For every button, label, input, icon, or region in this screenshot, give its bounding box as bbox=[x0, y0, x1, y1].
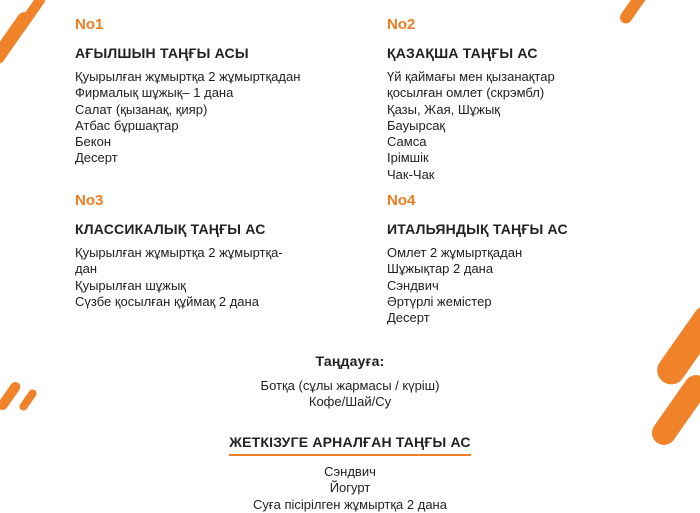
choice-item: Кофе/Шай/Су bbox=[308, 394, 392, 410]
menu-item: Шұжықтар 2 дана bbox=[387, 261, 494, 277]
menu-number: No3 bbox=[75, 192, 104, 209]
menu-item: Сүзбе қосылған құймақ 2 дана bbox=[75, 293, 259, 309]
menu-section-3 bbox=[75, 192, 375, 310]
menu-number: No1 bbox=[75, 16, 104, 33]
menu-title: АҒЫЛШЫН ТАҢҒЫ АСЫ bbox=[75, 45, 249, 61]
courier-title: ЖЕТКІЗУГЕ АРНАЛҒАН ТАҢҒЫ АС bbox=[229, 434, 471, 456]
menu-item: Қуырылған жұмыртқа 2 жұмыртқадан bbox=[75, 69, 301, 84]
menu-item: Үй қаймағы мен қызанақтар bbox=[387, 69, 555, 84]
choice-section bbox=[0, 353, 700, 411]
menu-section-4 bbox=[387, 192, 677, 326]
menu-item: Сэндвич bbox=[387, 277, 439, 293]
menu-item: Қазы, Жая, Шұжық bbox=[387, 101, 500, 117]
menu-item: қосылған омлет (скрэмбл) bbox=[387, 85, 545, 101]
courier-item: Йогурт bbox=[329, 480, 371, 496]
courier-item: Суға пісірілген жұмыртқа 2 дана bbox=[253, 496, 447, 512]
menu-section-1 bbox=[75, 16, 375, 167]
menu-item: Десерт bbox=[75, 150, 118, 166]
menu-item: Әртүрлі жемістер bbox=[387, 293, 492, 309]
courier-section bbox=[0, 434, 700, 513]
menu-item: Қуырылған шұжық bbox=[75, 277, 186, 293]
menu-item: Омлет 2 жұмыртқадан bbox=[387, 245, 523, 260]
menu-item: Салат (қызанақ, қияр) bbox=[75, 101, 208, 117]
menu-item: Десерт bbox=[387, 310, 430, 326]
menu-item: Атбас бұршақтар bbox=[75, 117, 179, 133]
menu-item: Бекон bbox=[75, 134, 112, 150]
menu-item: Фирмалық шұжық– 1 дана bbox=[75, 85, 234, 101]
menu-title: ҚАЗАҚША ТАҢҒЫ АС bbox=[387, 45, 538, 61]
courier-title-wrap bbox=[0, 434, 700, 456]
menu-item: Самса bbox=[387, 134, 427, 150]
menu-item: Ірімшік bbox=[387, 150, 429, 166]
menu-item: Бауырсақ bbox=[387, 117, 446, 133]
choice-title: Таңдауға: bbox=[315, 353, 385, 369]
menu-title: КЛАССИКАЛЫҚ ТАҢҒЫ АС bbox=[75, 221, 266, 237]
menu-number: No4 bbox=[387, 192, 416, 209]
courier-item: Сэндвич bbox=[324, 464, 376, 479]
choice-item: Ботқа (сұлы жармасы / күріш) bbox=[260, 378, 440, 393]
menu-item: Қуырылған жұмыртқа 2 жұмыртқа- bbox=[75, 245, 283, 260]
menu-item: Чак-Чак bbox=[387, 166, 435, 182]
menu-number: No2 bbox=[387, 16, 416, 33]
menu-section-2 bbox=[387, 16, 677, 183]
menu-item: дан bbox=[75, 261, 97, 277]
menu-title: ИТАЛЬЯНДЫҚ ТАҢҒЫ АС bbox=[387, 221, 568, 237]
